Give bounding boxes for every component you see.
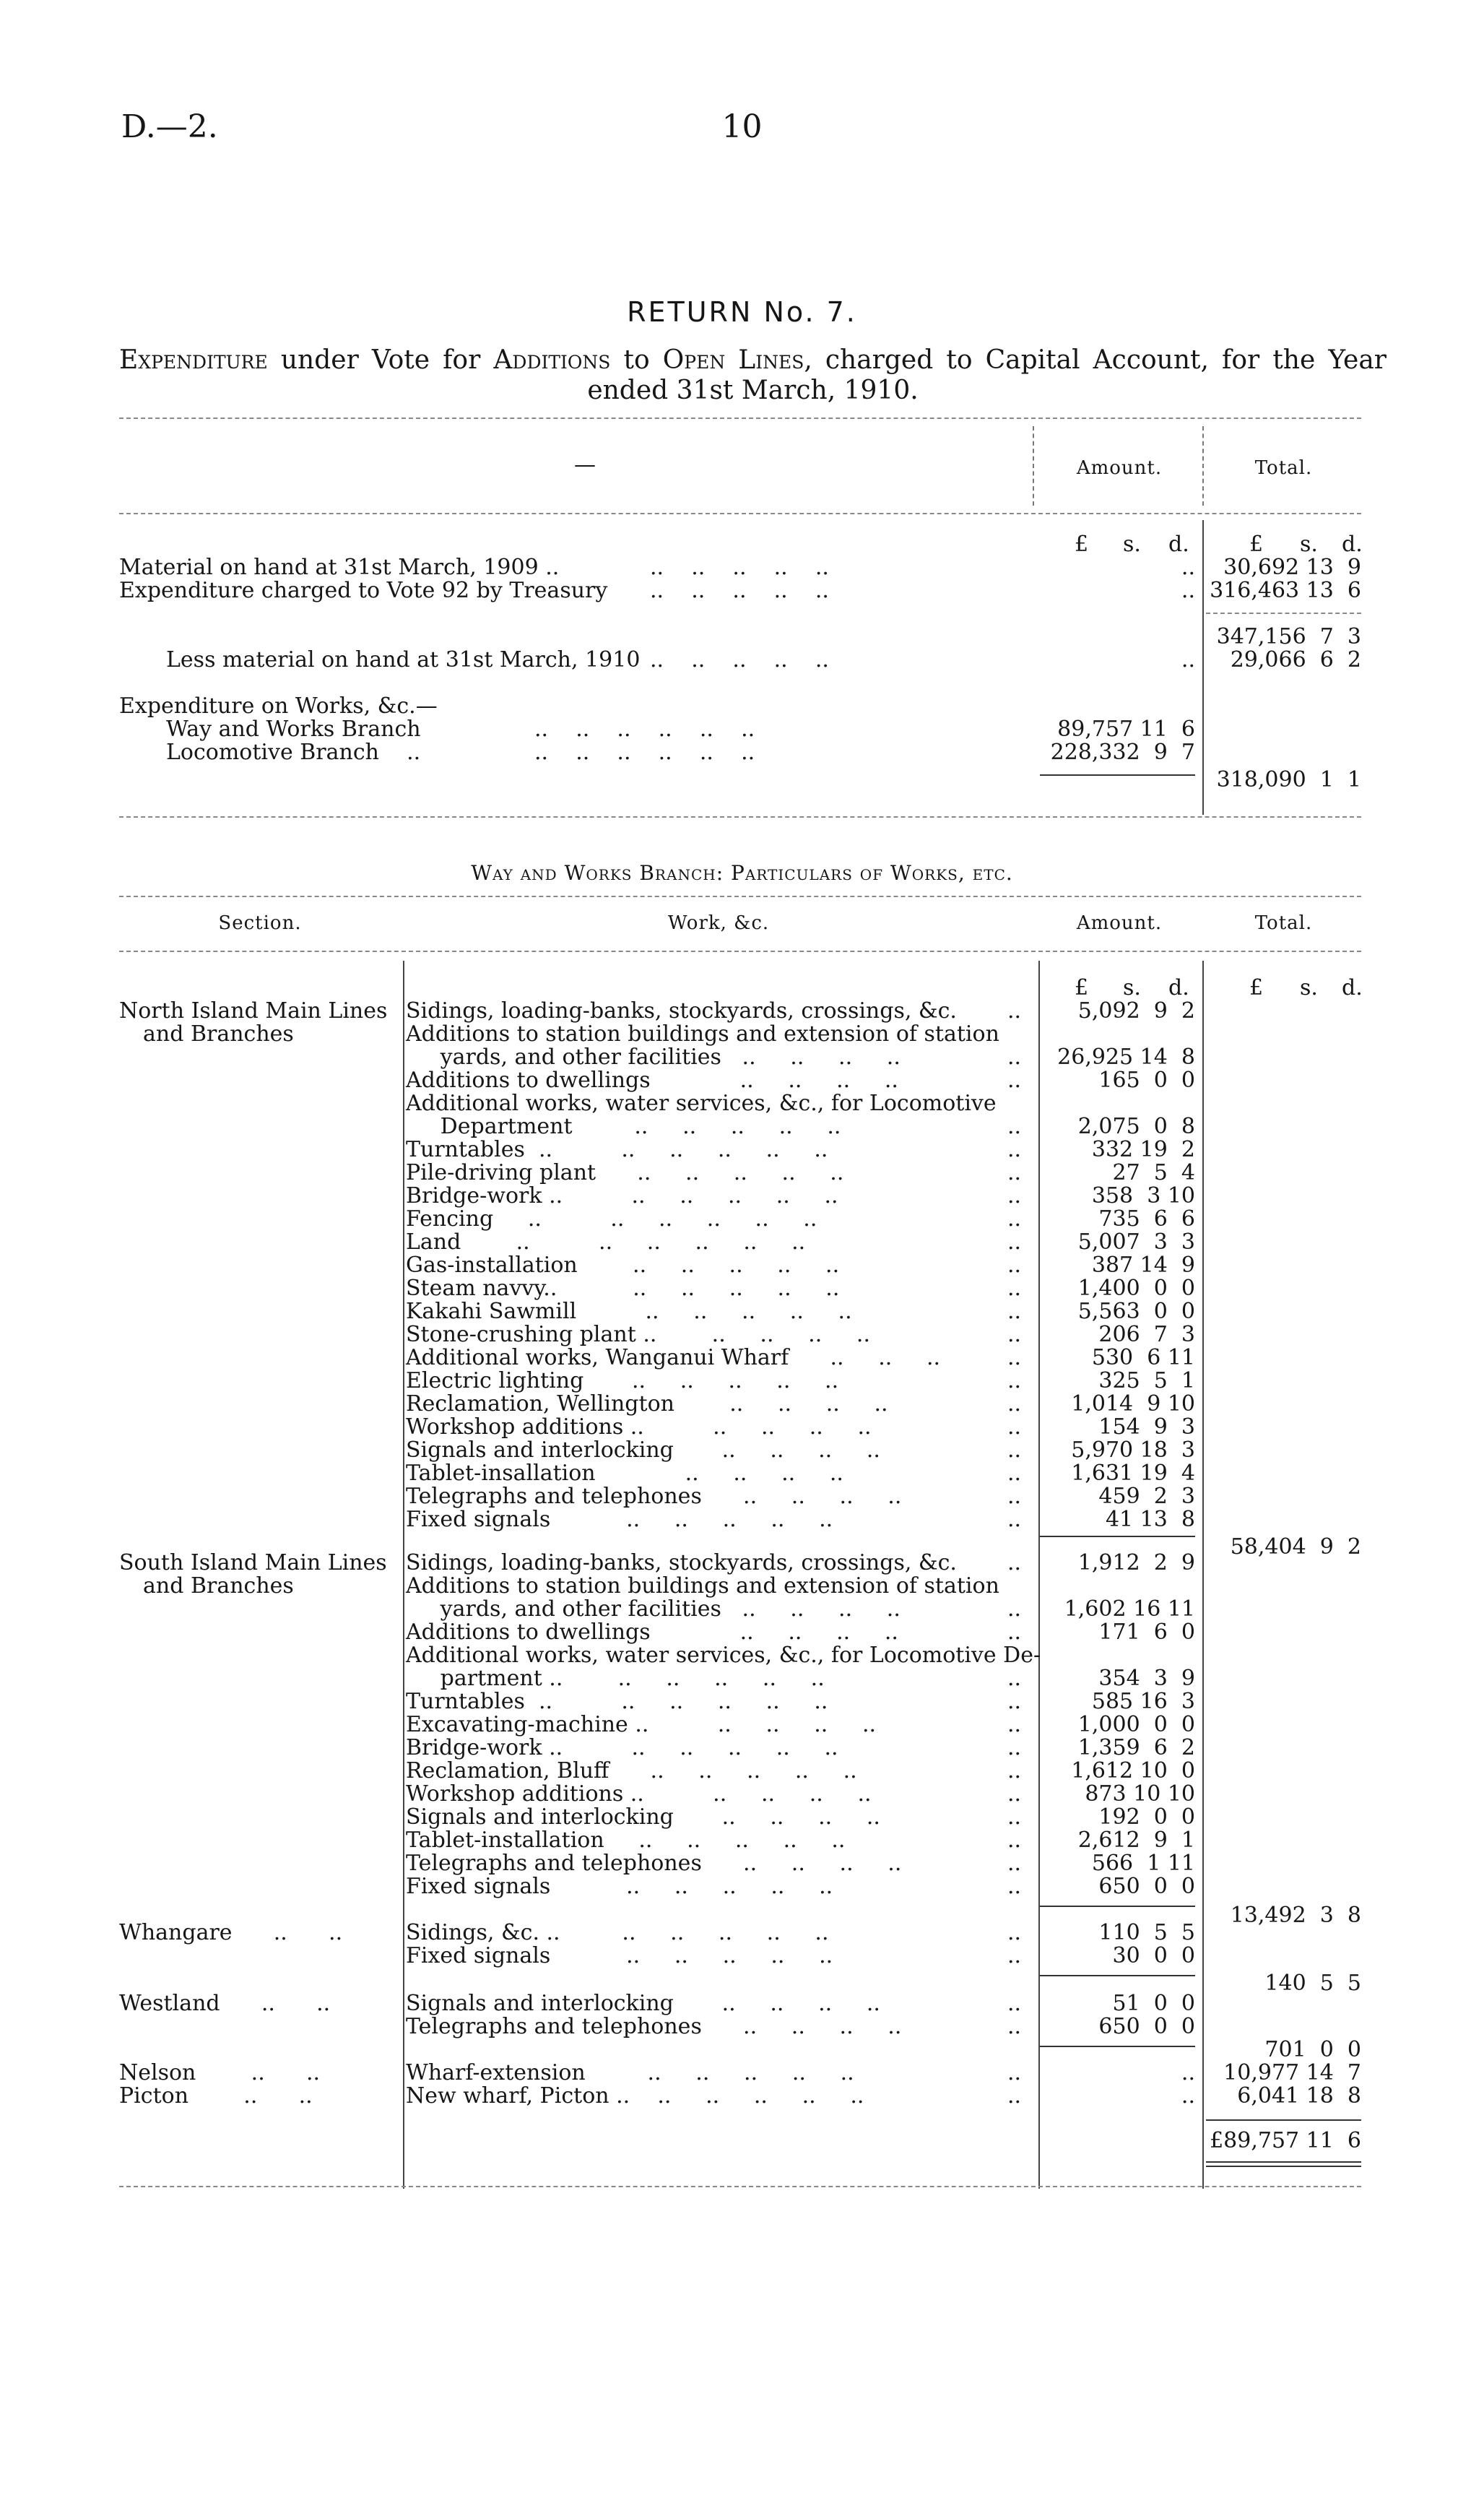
works-total-column-line <box>1202 961 1204 2189</box>
works-section-column-line <box>403 961 404 2189</box>
summary-amount-pound-unit: £ <box>1075 532 1089 557</box>
work-item-leader: .. <box>1007 1851 1022 1876</box>
work-item-amount: 41 13 8 <box>1105 1507 1195 1532</box>
work-item-amount: 5,970 18 3 <box>1071 1437 1195 1463</box>
nelson-amount: .. <box>1181 2060 1195 2085</box>
work-item-label: Workshop additions .. .. .. .. .. <box>406 1414 872 1440</box>
work-item-label: Sidings, loading-banks, stockyards, crossings, &c. <box>406 998 957 1024</box>
works-amount-header: Amount. <box>1076 912 1163 934</box>
work-item-amount: 1,000 0 0 <box>1077 1712 1195 1737</box>
work-item-amount: 26,925 14 8 <box>1057 1045 1195 1070</box>
work-item-label: Electric lighting .. .. .. .. .. <box>406 1368 839 1393</box>
work-item-amount: 192 0 0 <box>1098 1804 1195 1830</box>
works-total-header: Total. <box>1254 912 1313 934</box>
work-item-label: partment .. .. .. .. .. .. <box>406 1666 825 1691</box>
work-item-amount: 1,612 10 0 <box>1071 1758 1195 1783</box>
work-item-label: Signals and interlocking .. .. .. .. <box>406 1437 880 1463</box>
section-label-south-island: South Island Main Lines <box>119 1550 387 1575</box>
summary-row-amount: 89,757 11 6 <box>1057 717 1195 742</box>
summary-total-divider <box>1202 426 1204 506</box>
caption-word-expenditure: Expenditure <box>119 345 268 375</box>
work-item-label: Additional works, water services, &c., for Locomotive De- <box>406 1643 1041 1668</box>
work-item-amount: 2,075 0 8 <box>1077 1114 1195 1139</box>
summary-row-total: 318,090 1 1 <box>1216 767 1361 792</box>
work-item-leader: .. <box>1007 1758 1022 1783</box>
work-item-leader: .. <box>1007 1712 1022 1737</box>
picton-amount: .. <box>1181 2083 1195 2109</box>
work-item-label: Fixed signals .. .. .. .. .. <box>406 1507 833 1532</box>
work-item-leader: .. <box>1007 1735 1022 1760</box>
work-item-leader: .. <box>1007 1804 1022 1830</box>
summary-row-leader: .. .. .. .. .. <box>650 555 829 580</box>
work-item-amount: 585 16 3 <box>1091 1689 1195 1714</box>
work-item-label: Telegraphs and telephones .. .. .. .. <box>406 1484 902 1509</box>
work-item-amount: 1,359 6 2 <box>1077 1735 1195 1760</box>
work-item-label: Additions to dwellings .. .. .. .. <box>406 1620 898 1645</box>
work-item-leader: .. <box>1007 1368 1022 1393</box>
works-bottom-rule <box>119 2186 1361 2187</box>
whangare-subtotal-rule <box>1040 1975 1195 1976</box>
work-item-label: yards, and other facilities .. .. .. .. <box>406 1045 901 1070</box>
works-total-pence-unit: d. <box>1342 975 1363 1000</box>
summary-description-header: — <box>574 452 596 477</box>
summary-row-amount: .. <box>1181 555 1195 580</box>
summary-amount-shilling-unit: s. <box>1123 532 1141 557</box>
work-item-label: Fixed signals .. .. .. .. .. <box>406 1943 833 1968</box>
work-item-amount: 1,400 0 0 <box>1077 1276 1195 1301</box>
work-item-leader: .. <box>1007 1689 1022 1714</box>
summary-row-label: Expenditure charged to Vote 92 by Treasury <box>119 578 608 603</box>
nelson-work: Wharf-extension .. .. .. .. .. <box>406 2060 854 2085</box>
grand-total-double-rule-1 <box>1206 2161 1361 2163</box>
work-item-amount: 171 6 0 <box>1098 1620 1195 1645</box>
summary-subtotal-rule <box>1206 613 1361 614</box>
work-item-label: Gas-installation .. .. .. .. .. <box>406 1253 840 1278</box>
summary-row-label: Material on hand at 31st March, 1909 .. <box>119 555 560 580</box>
nelson-total: 10,977 14 7 <box>1223 2060 1361 2085</box>
work-item-label: Pile-driving plant .. .. .. .. .. <box>406 1160 844 1185</box>
work-item-amount: 358 3 10 <box>1091 1183 1195 1208</box>
south-island-total: 13,492 3 8 <box>1230 1903 1361 1928</box>
work-item-label: Turntables .. .. .. .. .. .. <box>406 1689 828 1714</box>
work-item-amount: 459 2 3 <box>1098 1484 1195 1509</box>
work-item-amount: 650 0 0 <box>1098 2014 1195 2039</box>
summary-row-leader: .. .. .. .. .. <box>650 647 829 673</box>
summary-header-rule <box>119 513 1361 514</box>
summary-row-label: Expenditure on Works, &c.— <box>119 693 438 719</box>
summary-row-leader: .. .. .. .. .. <box>650 578 829 603</box>
work-item-label: Telegraphs and telephones .. .. .. .. <box>406 2014 902 2039</box>
caption-text-vote: under Vote for <box>280 345 481 375</box>
work-item-amount: 387 14 9 <box>1091 1253 1195 1278</box>
work-item-label: Tablet-insallation .. .. .. .. <box>406 1461 843 1486</box>
works-amount-pound-unit: £ <box>1075 975 1089 1000</box>
work-item-leader: .. <box>1007 1666 1022 1691</box>
work-item-leader: .. <box>1007 1253 1022 1278</box>
work-item-amount: 154 9 3 <box>1098 1414 1195 1440</box>
work-item-leader: .. <box>1007 2014 1022 2039</box>
work-item-leader: .. <box>1007 1461 1022 1486</box>
work-item-leader: .. <box>1007 1550 1022 1575</box>
summary-row-total: 29,066 6 2 <box>1230 647 1361 673</box>
summary-bottom-rule <box>119 816 1361 818</box>
picton-work: New wharf, Picton .. .. .. .. .. .. <box>406 2083 864 2109</box>
return-title: RETURN No. 7. <box>627 296 857 328</box>
south-island-subtotal-rule <box>1040 1906 1195 1907</box>
work-item-amount: 1,631 19 4 <box>1071 1461 1195 1486</box>
work-item-leader: .. <box>1007 1828 1022 1853</box>
summary-total-pence-unit: d. <box>1342 532 1363 557</box>
work-item-amount: 2,612 9 1 <box>1077 1828 1195 1853</box>
works-total-pound-unit: £ <box>1249 975 1264 1000</box>
work-item-label: Bridge-work .. .. .. .. .. .. <box>406 1735 838 1760</box>
work-item-leader: .. <box>1007 1206 1022 1232</box>
work-item-label: Signals and interlocking .. .. .. .. <box>406 1991 880 2016</box>
work-item-leader: .. <box>1007 1620 1022 1645</box>
work-item-label: Kakahi Sawmill .. .. .. .. .. <box>406 1299 852 1324</box>
work-item-label: Turntables .. .. .. .. .. .. <box>406 1137 828 1162</box>
work-item-amount: 354 3 9 <box>1098 1666 1195 1691</box>
section-label-nelson: Nelson .. .. <box>119 2060 321 2085</box>
work-item-label: Telegraphs and telephones .. .. .. .. <box>406 1851 902 1876</box>
grand-total-double-rule-2 <box>1206 2166 1361 2167</box>
work-item-leader: .. <box>1007 1414 1022 1440</box>
work-item-amount: 30 0 0 <box>1112 1943 1195 1968</box>
work-item-leader: .. <box>1007 1920 1022 1945</box>
work-item-leader: .. <box>1007 1068 1022 1093</box>
north-island-total: 58,404 9 2 <box>1230 1534 1361 1560</box>
work-item-label: Stone-crushing plant .. .. .. .. .. <box>406 1322 871 1347</box>
works-section-header: Section. <box>218 912 302 934</box>
works-amount-shilling-unit: s. <box>1123 975 1141 1000</box>
return-caption <box>119 345 1387 406</box>
work-item-amount: 1,014 9 10 <box>1071 1391 1195 1417</box>
document-reference: D.—2. <box>121 108 218 145</box>
summary-amount-pence-unit: d. <box>1168 532 1189 557</box>
summary-total-pound-unit: £ <box>1249 532 1264 557</box>
work-item-leader: .. <box>1007 1137 1022 1162</box>
summary-total-column-line <box>1202 520 1204 815</box>
picton-leader: .. <box>1007 2083 1022 2109</box>
work-item-amount: 5,007 3 3 <box>1077 1229 1195 1255</box>
summary-row-label: Way and Works Branch <box>166 717 421 742</box>
work-item-label: Additions to dwellings .. .. .. .. <box>406 1068 898 1093</box>
summary-row-total: 30,692 13 9 <box>1223 555 1361 580</box>
work-item-amount: 735 6 6 <box>1098 1206 1195 1232</box>
summary-row-label: Locomotive Branch .. <box>166 740 421 765</box>
summary-row-label: Less material on hand at 31st March, 1910 <box>166 647 641 673</box>
work-item-leader: .. <box>1007 1229 1022 1255</box>
summary-top-rule <box>119 418 1361 419</box>
work-item-leader: .. <box>1007 1874 1022 1899</box>
work-item-leader: .. <box>1007 1183 1022 1208</box>
work-item-label: Additional works, Wanganui Wharf .. .. .. <box>406 1345 941 1370</box>
summary-row-amount: .. <box>1181 647 1195 673</box>
summary-row-amount: .. <box>1181 578 1195 603</box>
caption-text-rest: , charged to Capital Account, for the Year ended 31st March, 1910. <box>587 345 1387 405</box>
work-item-label: Workshop additions .. .. .. .. .. <box>406 1781 872 1807</box>
work-item-amount: 165 0 0 <box>1098 1068 1195 1093</box>
work-item-label: Additions to station buildings and extension of station <box>406 1573 999 1599</box>
work-item-amount: 5,092 9 2 <box>1077 998 1195 1024</box>
work-item-amount: 206 7 3 <box>1098 1322 1195 1347</box>
work-item-leader: .. <box>1007 1345 1022 1370</box>
works-top-rule <box>119 896 1361 897</box>
summary-amount-header: Amount. <box>1076 457 1163 479</box>
work-item-label: Signals and interlocking .. .. .. .. <box>406 1804 880 1830</box>
work-item-amount: 5,563 0 0 <box>1077 1299 1195 1324</box>
work-item-leader: .. <box>1007 1596 1022 1622</box>
summary-row-leader: .. .. .. .. .. .. <box>534 740 755 765</box>
work-item-amount: 873 10 10 <box>1085 1781 1195 1807</box>
summary-row-leader: .. .. .. .. .. .. <box>534 717 755 742</box>
work-item-leader: .. <box>1007 1322 1022 1347</box>
work-item-label: Fencing .. .. .. .. .. .. <box>406 1206 817 1232</box>
section-label-whangare: Whangare .. .. <box>119 1920 343 1945</box>
work-item-label: Department .. .. .. .. .. <box>406 1114 841 1139</box>
work-item-label: Excavating-machine .. .. .. .. .. <box>406 1712 877 1737</box>
westland-subtotal-rule <box>1040 2046 1195 2047</box>
north-island-subtotal-rule <box>1040 1536 1195 1537</box>
work-item-leader: .. <box>1007 1160 1022 1185</box>
work-item-leader: .. <box>1007 1391 1022 1417</box>
work-item-leader: .. <box>1007 1276 1022 1301</box>
work-item-amount: 1,602 16 11 <box>1064 1596 1195 1622</box>
work-item-leader: .. <box>1007 1114 1022 1139</box>
works-amount-pence-unit: d. <box>1168 975 1189 1000</box>
whangare-total: 140 5 5 <box>1264 1971 1361 1996</box>
work-item-amount: 1,912 2 9 <box>1077 1550 1195 1575</box>
work-item-label: Fixed signals .. .. .. .. .. <box>406 1874 833 1899</box>
works-header-rule <box>119 951 1361 952</box>
work-item-leader: .. <box>1007 998 1022 1024</box>
work-item-leader: .. <box>1007 1045 1022 1070</box>
work-item-leader: .. <box>1007 1781 1022 1807</box>
work-item-label: Sidings, loading-banks, stockyards, crossings, &c. <box>406 1550 957 1575</box>
section-label-picton: Picton .. .. <box>119 2083 313 2109</box>
picton-total: 6,041 18 8 <box>1237 2083 1361 2109</box>
page-number: 10 <box>721 108 763 145</box>
caption-word-open-lines: Open Lines <box>662 345 804 375</box>
work-item-amount: 325 5 1 <box>1098 1368 1195 1393</box>
summary-amount-divider <box>1033 426 1034 506</box>
works-total-shilling-unit: s. <box>1300 975 1318 1000</box>
work-item-leader: .. <box>1007 1437 1022 1463</box>
summary-row-total: 347,156 7 3 <box>1216 624 1361 649</box>
summary-amount-rule <box>1040 774 1195 776</box>
work-item-amount: 332 19 2 <box>1091 1137 1195 1162</box>
grand-total: £89,757 11 6 <box>1210 2128 1361 2153</box>
work-item-amount: 650 0 0 <box>1098 1874 1195 1899</box>
work-item-label: Tablet-installation .. .. .. .. .. <box>406 1828 846 1853</box>
work-item-amount: 530 6 11 <box>1091 1345 1195 1370</box>
work-item-label: yards, and other facilities .. .. .. .. <box>406 1596 901 1622</box>
summary-total-header: Total. <box>1254 457 1313 479</box>
summary-row-total: 316,463 13 6 <box>1210 578 1361 603</box>
work-item-amount: 566 1 11 <box>1091 1851 1195 1876</box>
summary-total-shilling-unit: s. <box>1300 532 1318 557</box>
work-item-amount: 27 5 4 <box>1112 1160 1195 1185</box>
work-item-label: Land .. .. .. .. .. .. <box>406 1229 806 1255</box>
work-item-label: Additional works, water services, &c., for Locomotive <box>406 1091 997 1116</box>
caption-word-additions: Additions <box>493 345 611 375</box>
work-item-label: Sidings, &c. .. .. .. .. .. .. <box>406 1920 829 1945</box>
section-label-north-island: North Island Main Lines <box>119 998 388 1024</box>
work-item-leader: .. <box>1007 1299 1022 1324</box>
works-subtitle-particulars: Particulars of Works, etc. <box>731 861 1013 885</box>
work-item-label: Steam navvy.. .. .. .. .. .. <box>406 1276 840 1301</box>
works-work-header: Work, &c. <box>667 912 770 934</box>
works-subtitle <box>0 861 1484 885</box>
works-subtitle-branch: Way and Works Branch <box>471 861 716 885</box>
work-item-leader: .. <box>1007 1484 1022 1509</box>
caption-text-to: to <box>623 345 650 375</box>
work-item-leader: .. <box>1007 1507 1022 1532</box>
nelson-leader: .. <box>1007 2060 1022 2085</box>
work-item-amount: 51 0 0 <box>1112 1991 1195 2016</box>
section-label-westland: Westland .. .. <box>119 1991 331 2016</box>
section-label-north-island-branches: and Branches <box>143 1021 294 1047</box>
work-item-leader: .. <box>1007 1991 1022 2016</box>
section-label-south-island-branches: and Branches <box>143 1573 294 1599</box>
westland-total: 701 0 0 <box>1264 2037 1361 2062</box>
work-item-leader: .. <box>1007 1943 1022 1968</box>
work-item-label: Reclamation, Bluff .. .. .. .. .. <box>406 1758 857 1783</box>
summary-row-amount: 228,332 9 7 <box>1050 740 1195 765</box>
work-item-label: Additions to station buildings and extension of station <box>406 1021 999 1047</box>
work-item-label: Bridge-work .. .. .. .. .. .. <box>406 1183 838 1208</box>
grand-total-top-rule <box>1206 2119 1361 2121</box>
work-item-amount: 110 5 5 <box>1098 1920 1195 1945</box>
works-subtitle-sep: : <box>716 861 732 885</box>
work-item-label: Reclamation, Wellington .. .. .. .. <box>406 1391 888 1417</box>
